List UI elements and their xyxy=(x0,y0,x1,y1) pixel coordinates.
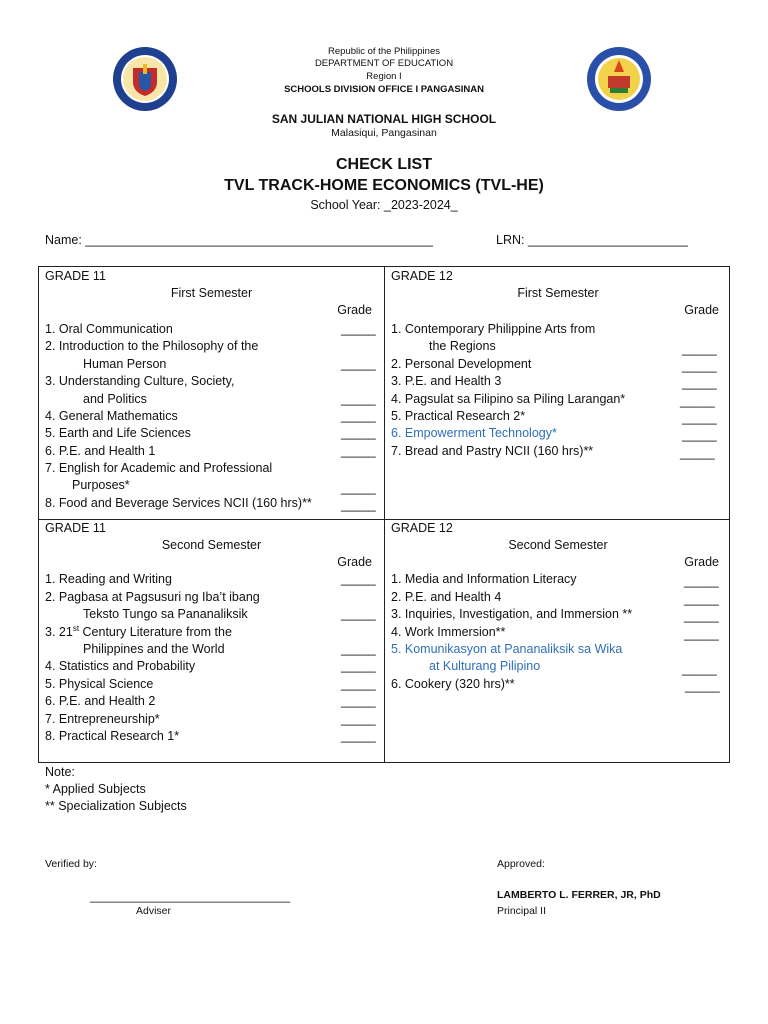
subject-item: 6. Cookery (320 hrs)** xyxy=(391,677,515,691)
grade-blank[interactable]: _____ xyxy=(341,607,376,621)
grade-blank[interactable]: _____ xyxy=(341,729,376,743)
grade-blank[interactable]: _____ xyxy=(341,642,376,656)
school-year xyxy=(0,198,768,212)
division-line: SCHOOLS DIVISION OFFICE I PANGASINAN xyxy=(284,84,484,95)
ordinal-suffix: st xyxy=(72,623,80,633)
grade-blank[interactable]: _____ xyxy=(682,342,717,356)
semester-heading: Second Semester xyxy=(508,538,608,552)
department-line: DEPARTMENT OF EDUCATION xyxy=(314,58,454,69)
subject-item: 2. P.E. and Health 4 xyxy=(391,590,502,604)
checklist-table xyxy=(38,266,730,763)
subject-item: 1. Oral Communication xyxy=(45,322,173,336)
track-title: TVL TRACK-HOME ECONOMICS (TVL-HE) xyxy=(224,177,544,194)
grade-blank[interactable]: _____ xyxy=(682,662,717,676)
note-applied: * Applied Subjects xyxy=(45,782,146,796)
principal-title: Principal II xyxy=(497,905,547,917)
grade-column-label: Grade xyxy=(337,303,372,317)
subject-item: 1. Reading and Writing xyxy=(45,572,172,586)
grade-column-label: Grade xyxy=(337,555,372,569)
subject-number-text: 3. 21 xyxy=(45,625,73,639)
grade-heading: GRADE 12 xyxy=(391,521,453,535)
subject-item: 6. Empowerment Technology* xyxy=(391,426,557,440)
lrn-field xyxy=(496,233,688,247)
subject-item: 3. Inquiries, Investigation, and Immersion ** xyxy=(391,607,633,621)
grade-blank[interactable]: _____ xyxy=(684,609,719,623)
subject-item: the Regions xyxy=(429,339,496,353)
subject-item: 4. General Mathematics xyxy=(45,409,178,423)
subject-item: 2. Personal Development xyxy=(391,357,532,371)
subject-item: 5. Earth and Life Sciences xyxy=(45,426,191,440)
subject-item: 5. Komunikasyon at Pananaliksik sa Wika xyxy=(391,642,623,656)
grade-blank[interactable]: _____ xyxy=(682,411,717,425)
subject-item: 5. Practical Research 2* xyxy=(391,409,526,423)
subject-item: 3. P.E. and Health 3 xyxy=(391,374,502,388)
grade-blank[interactable]: _____ xyxy=(341,659,376,673)
grade-blank[interactable]: _____ xyxy=(684,574,719,588)
subject-item: 6. P.E. and Health 1 xyxy=(45,444,156,458)
principal-name: LAMBERTO L. FERRER, JR, PhD xyxy=(497,889,661,901)
republic-line: Republic of the Philippines xyxy=(328,46,440,57)
lrn-line: _______________________ xyxy=(527,233,688,247)
grade-blank[interactable]: _____ xyxy=(341,409,376,423)
verified-by-label: Verified by: xyxy=(45,858,97,870)
doc-title: CHECK LIST xyxy=(336,156,432,173)
subject-item: 1. Contemporary Philippine Arts from xyxy=(391,322,596,336)
approved-label: Approved: xyxy=(497,858,545,870)
grade-heading: GRADE 12 xyxy=(391,269,453,283)
subject-item: 5. Physical Science xyxy=(45,677,154,691)
grade-blank[interactable]: _____ xyxy=(341,392,376,406)
region-line: Region I xyxy=(366,71,402,82)
semester-heading: First Semester xyxy=(170,286,253,300)
school-name: SAN JULIAN NATIONAL HIGH SCHOOL xyxy=(271,112,497,126)
school-year-label: School Year: xyxy=(310,198,381,212)
grade-blank[interactable]: _____ xyxy=(684,627,719,641)
cell-grade12-first xyxy=(391,269,725,517)
grade-blank[interactable]: _____ xyxy=(341,357,376,371)
subject-item: 4. Statistics and Probability xyxy=(45,659,196,673)
grade-heading: GRADE 11 xyxy=(45,269,106,283)
subject-item: Teksto Tungo sa Pananaliksik xyxy=(83,607,248,621)
grade-blank[interactable]: _____ xyxy=(341,426,376,440)
grade-blank[interactable]: _____ xyxy=(341,572,376,586)
grade-blank[interactable]: _____ xyxy=(341,444,376,458)
grade-blank[interactable]: _____ xyxy=(680,446,715,460)
grade-blank[interactable]: _____ xyxy=(682,359,717,373)
subject-item: Philippines and the World xyxy=(83,642,225,656)
adviser-signature-line: ______________________________ xyxy=(90,889,291,903)
subject-item: 7. Bread and Pastry NCII (160 hrs)** xyxy=(391,444,594,458)
table-divider-horizontal xyxy=(39,519,729,520)
grade-blank[interactable]: _____ xyxy=(682,376,717,390)
subject-item xyxy=(45,625,232,639)
grade-blank[interactable]: _____ xyxy=(341,694,376,708)
table-divider-vertical xyxy=(384,267,385,762)
grade-blank[interactable]: _____ xyxy=(341,322,376,336)
subject-item: at Kulturang Pilipino xyxy=(429,659,541,673)
grade-blank[interactable]: _____ xyxy=(684,592,719,606)
subject-item: Human Person xyxy=(83,357,167,371)
subject-item: 1. Media and Information Literacy xyxy=(391,572,577,586)
grade-blank[interactable]: _____ xyxy=(341,498,376,512)
subject-item: 3. Understanding Culture, Society, xyxy=(45,374,235,388)
grade-blank[interactable]: _____ xyxy=(341,712,376,726)
grade-blank[interactable]: _____ xyxy=(685,679,720,693)
grade-blank[interactable]: _____ xyxy=(341,481,376,495)
lrn-label: LRN: xyxy=(496,233,525,247)
school-year-value: _2023-2024_ xyxy=(384,198,458,212)
subject-item: 8. Practical Research 1* xyxy=(45,729,180,743)
name-label: Name: xyxy=(45,233,82,247)
subject-item: 2. Introduction to the Philosophy of the xyxy=(45,339,259,353)
note-label: Note: xyxy=(45,765,75,779)
grade-column-label: Grade xyxy=(684,555,719,569)
subject-item: 2. Pagbasa at Pagsusuri ng Iba’t ibang xyxy=(45,590,260,604)
subject-rest-text: Century Literature from the xyxy=(79,625,232,639)
name-field xyxy=(45,233,433,247)
grade-blank[interactable]: _____ xyxy=(682,428,717,442)
semester-heading: Second Semester xyxy=(161,538,262,552)
grade-blank[interactable]: _____ xyxy=(341,677,376,691)
semester-heading: First Semester xyxy=(517,286,599,300)
grade-column-label: Grade xyxy=(684,303,719,317)
grade-blank[interactable]: _____ xyxy=(680,394,715,408)
cell-grade12-second xyxy=(391,521,725,759)
subject-item: 6. P.E. and Health 2 xyxy=(45,694,156,708)
subject-item: 8. Food and Beverage Services NCII (160 hrs)** xyxy=(45,496,312,510)
subject-item: 4. Pagsulat sa Filipino sa Piling Larangan* xyxy=(391,392,626,406)
subject-item: and Politics xyxy=(83,392,147,406)
adviser-label: Adviser xyxy=(136,905,172,917)
subject-item: 7. Entrepreneurship* xyxy=(45,712,160,726)
subject-item: Purposes* xyxy=(72,478,130,492)
note-specialization: ** Specialization Subjects xyxy=(45,799,187,813)
subject-item: 7. English for Academic and Professional xyxy=(45,461,273,475)
name-line: __________________________________________________ xyxy=(85,233,433,247)
grade-heading: GRADE 11 xyxy=(45,521,106,535)
school-location: Malasiqui, Pangasinan xyxy=(331,127,437,139)
cell-grade11-first xyxy=(45,269,378,517)
subject-item: 4. Work Immersion** xyxy=(391,625,506,639)
cell-grade11-second xyxy=(45,521,378,759)
